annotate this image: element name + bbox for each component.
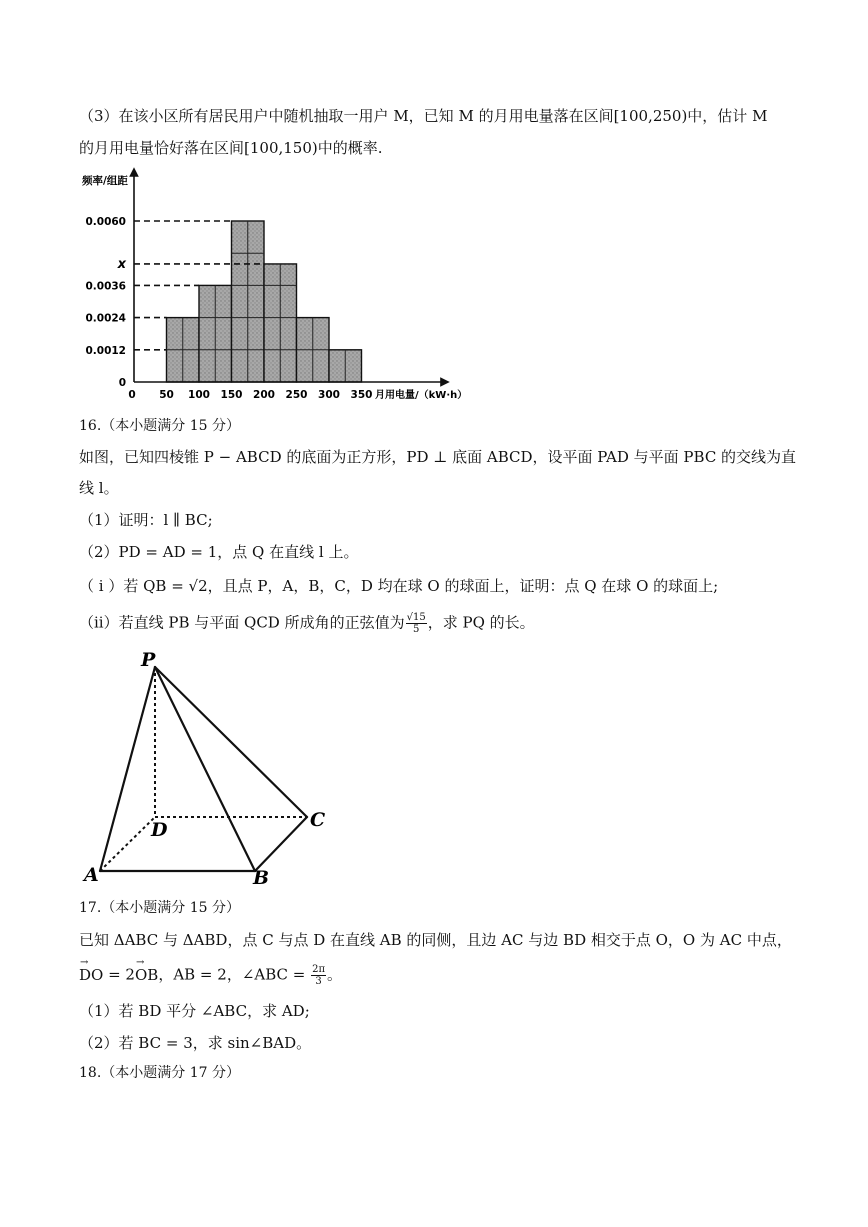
q16-part2-i-text-a: （ i ）若 QB = xyxy=(79,577,189,595)
q16-part2: （2）PD = AD = 1，点 Q 在直线 l 上。 xyxy=(79,543,359,561)
q16-sine-denominator: 5 xyxy=(412,624,420,635)
q16-sine-fraction xyxy=(406,612,427,635)
x-tick-label-5: 250 xyxy=(285,389,308,401)
q17-part1: （1）若 BD 平分 ∠ABC，求 AD; xyxy=(79,1002,310,1020)
x-tick-label-1: 50 xyxy=(159,389,174,401)
q17-stem-end: 。 xyxy=(327,965,343,984)
y-tick-label-6: 0 xyxy=(118,377,126,389)
histogram-bar-2 xyxy=(199,285,232,382)
edge-AD xyxy=(100,817,155,871)
q17-stem-line2 xyxy=(79,964,342,987)
q16-part1: （1）证明：l ∥ BC; xyxy=(79,511,213,529)
x-axis-label: 月用电量/（kW·h） xyxy=(375,390,468,401)
edge-PC xyxy=(155,667,307,817)
vertex-label-B: B xyxy=(253,867,270,889)
q16-stem-line2: 线 l。 xyxy=(79,479,119,497)
y-tick-label-5: 0.0012 xyxy=(85,344,126,357)
q15-part3-line2: 的月用电量恰好落在区间[100,150)中的概率. xyxy=(79,139,383,157)
q17-angle-denominator: 3 xyxy=(315,976,322,987)
edge-PA xyxy=(100,667,155,871)
q17-stem-line1: 已知 ΔABC 与 ΔABD，点 C 与点 D 在直线 AB 的同侧，且边 AC 与边 BD 相交于点 O，O 为 AC 中点， xyxy=(79,931,792,949)
q16-sine-numerator: √15 xyxy=(406,612,426,623)
x-tick-label-6: 300 xyxy=(318,389,340,401)
q16-part2-ii-text-a: （ii）若直线 PB 与平面 QCD 所成角的正弦值为 xyxy=(79,613,405,632)
q17-angle-fraction xyxy=(311,964,326,987)
vector-OB: → OB xyxy=(135,965,158,985)
histogram-bar-6 xyxy=(329,350,362,382)
q16-part2-i-sqrt: √2 xyxy=(188,577,208,595)
q17-stem-text: ，AB = 2，∠ABC = xyxy=(158,965,311,984)
histogram-bar-4 xyxy=(264,264,297,382)
vertex-label-P: P xyxy=(141,649,156,671)
edge-BC xyxy=(255,817,307,871)
vector-DO: → DO xyxy=(79,965,103,985)
y-axis-label: 频率/组距 xyxy=(82,175,128,187)
q16-part2-ii xyxy=(79,612,535,635)
q16-header: 16.（本小题满分 15 分） xyxy=(79,418,240,434)
histogram-bar-3 xyxy=(232,221,265,382)
edge-PB xyxy=(155,667,255,871)
q17-angle-numerator: 2π xyxy=(312,964,326,975)
q17-stem-mid: = 2 xyxy=(103,965,135,984)
x-origin-label: 0 xyxy=(128,389,136,401)
vertex-label-A: A xyxy=(84,864,99,886)
y-tick-label-1: 0.0060 xyxy=(85,216,126,228)
y-tick-label-2: x xyxy=(117,256,126,272)
y-tick-label-4: 0.0024 xyxy=(85,312,126,325)
vertex-label-D: D xyxy=(151,819,168,841)
y-tick-label-3: 0.0036 xyxy=(85,280,126,293)
q17-header: 17.（本小题满分 15 分） xyxy=(79,900,240,916)
vertex-label-C: C xyxy=(310,809,326,831)
q18-header: 18.（本小题满分 17 分） xyxy=(79,1065,240,1081)
histogram-bar-1 xyxy=(167,318,200,382)
histogram-bar-5 xyxy=(297,318,330,382)
q16-part2-i-text-b: ，且点 P，A，B，C，D 均在球 O 的球面上，证明：点 Q 在球 O 的球面上; xyxy=(207,577,719,595)
x-tick-label-3: 150 xyxy=(220,389,243,401)
x-tick-label-2: 100 xyxy=(188,389,210,401)
q15-part3-line1: （3）在该小区所有居民用户中随机抽取一用户 M，已知 M 的月用电量落在区间[100,250)中，估计 M xyxy=(79,107,768,125)
x-tick-label-7: 350 xyxy=(350,389,373,401)
x-tick-label-4: 200 xyxy=(253,389,275,401)
q17-part2: （2）若 BC = 3，求 sin∠BAD。 xyxy=(79,1034,312,1052)
q16-part2-ii-text-b: ，求 PQ 的长。 xyxy=(427,613,535,632)
q16-part2-i xyxy=(79,576,718,596)
q16-stem-line1: 如图，已知四棱锥 P − ABCD 的底面为正方形，PD ⊥ 底面 ABCD，设平面 PAD 与平面 PBC 的交线为直 xyxy=(79,448,797,466)
